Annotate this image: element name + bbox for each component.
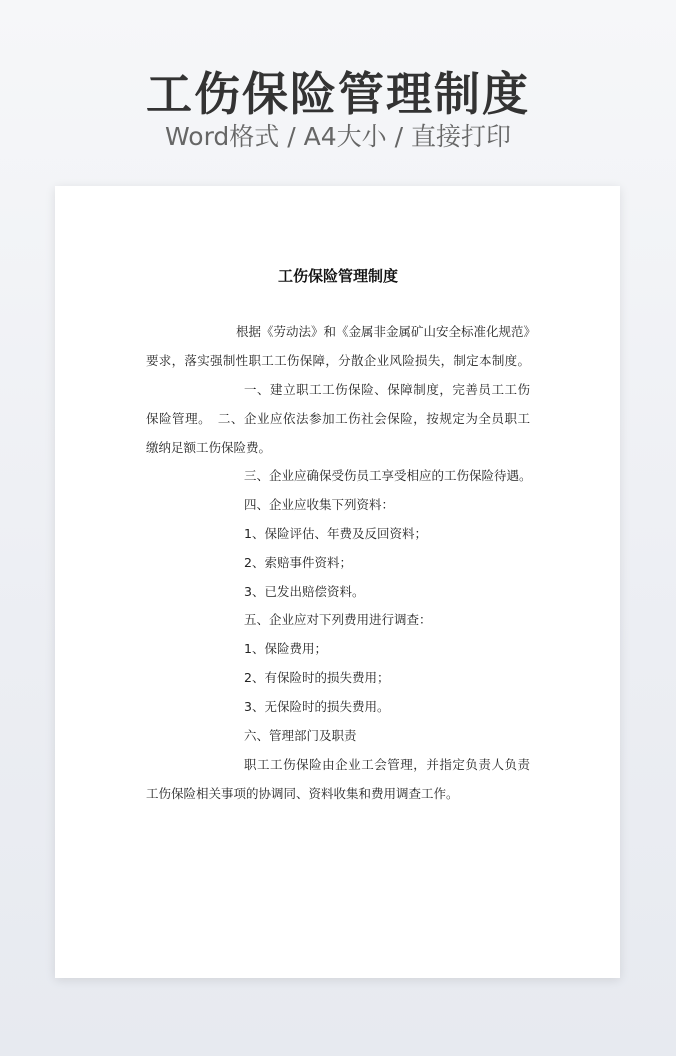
list-item: 2、有保险时的损失费用； xyxy=(244,670,390,685)
paragraph-line: 工伤保险相关事项的协调同、资料收集和费用调查工作。 xyxy=(146,786,459,801)
section-heading: 六、管理部门及职责 xyxy=(244,728,357,743)
list-item: 1、保险费用； xyxy=(244,641,327,656)
banner-title: 工伤保险管理制度 xyxy=(146,67,530,121)
paragraph-line: 缴纳足额工伤保险费。 xyxy=(146,440,272,455)
list-item: 3、无保险时的损失费用。 xyxy=(244,699,390,714)
paragraph-line: 职工工伤保险由企业工会管理，并指定负责人负责 xyxy=(244,757,530,772)
list-item: 3、已发出赔偿资料。 xyxy=(244,584,365,599)
paragraph-line: 要求，落实强制性职工工伤保障，分散企业风险损失，制定本制度。 xyxy=(146,353,530,368)
paragraph-line: 五、企业应对下列费用进行调查： xyxy=(244,612,432,627)
list-item: 2、索赔事件资料； xyxy=(244,555,352,570)
list-item: 1、保险评估、年费及反回资料； xyxy=(244,526,427,541)
banner-subtitle: Word格式 / A4大小 / 直接打印 xyxy=(165,122,511,151)
paragraph-line: 保险管理。 二、企业应依法参加工伤社会保险，按规定为全员职工 xyxy=(146,411,530,426)
document-title: 工伤保险管理制度 xyxy=(277,267,398,285)
paragraph-line: 根据《劳动法》和《金属非金属矿山安全标准化规范》 xyxy=(236,324,537,339)
paragraph-line: 四、企业应收集下列资料： xyxy=(244,497,395,512)
paragraph-line: 一、建立职工工伤保险、保障制度，完善员工工伤 xyxy=(244,382,530,397)
paragraph-line: 三、企业应确保受伤员工享受相应的工伤保险待遇。 xyxy=(244,468,532,483)
